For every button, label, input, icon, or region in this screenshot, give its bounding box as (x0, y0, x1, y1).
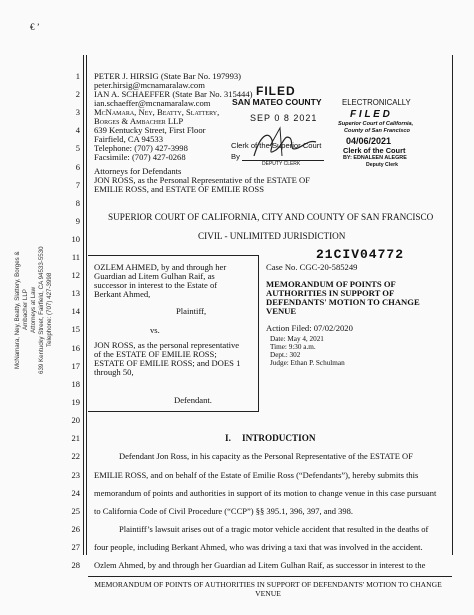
attorney-1-name: PETER J. HIRSIG (State Bar No. 197993) (94, 71, 242, 81)
footer-title-line1: MEMORANDUM OF POINTS OF AUTHORITIES IN SUPPORT OF DEFENDANTS' MOTION TO CHANGE (94, 580, 442, 589)
hearing-dept: Dept.: 302 (270, 351, 301, 359)
court-name: SUPERIOR COURT OF CALIFORNIA, CITY AND COUNTY OF SAN FRANCISCO (108, 212, 434, 222)
sf-clerk: Clerk of the Court (343, 146, 406, 155)
defendant-line4: through 50, (94, 367, 134, 377)
clerk-signature (250, 126, 320, 162)
hearing-date: Date: May 4, 2021 (270, 335, 324, 343)
line-number: 2 (75, 89, 80, 99)
footer-title-line2: VENUE (255, 589, 281, 598)
sf-court: Superior Court of California, (338, 121, 414, 127)
line-number: 1 (75, 71, 80, 81)
left-margin-rule (83, 55, 84, 555)
line-number: 16 (71, 343, 80, 353)
stamp-clerk: Clerk of the Superior Court (231, 141, 322, 150)
stamp-deputy: DEPUTY CLERK (262, 161, 301, 167)
court-jurisdiction: CIVIL - UNLIMITED JURISDICTION (198, 231, 346, 241)
sf-electronically: ELECTRONICALLY (342, 98, 411, 107)
case-number-stamp: 21CIV04772 (316, 247, 405, 262)
firm-name-line2: Borges & Ambacher LLP (94, 116, 184, 126)
body-line: memorandum of points and authorities in support of its motion to change venue in this case pursuant (94, 488, 437, 498)
line-number: 5 (75, 143, 80, 153)
stamp-county: SAN MATEO COUNTY (232, 97, 322, 107)
versus: vs. (150, 325, 160, 335)
sf-by: BY: EDNALEEN ALEGRE (343, 155, 407, 161)
stamp-date: SEP 0 8 2021 (250, 113, 318, 123)
sidebar-firm-name: McNamara, Ney, Beatty, Slattery, Borges & Ambacher LLP (14, 251, 29, 369)
line-number: 28 (71, 560, 80, 570)
sf-date: 04/06/2021 (346, 136, 392, 146)
sf-deputy: Deputy Clerk (366, 162, 398, 168)
defendant-line2: of the ESTATE OF EMILIE ROSS; (94, 349, 217, 359)
line-number: 23 (71, 470, 80, 480)
case-number: Case No. CGC-20-585249 (266, 262, 358, 272)
firm-sidebar (14, 240, 53, 380)
line-number: 17 (71, 361, 80, 371)
sidebar-address: 639 Kentucky Street, Fairfield, CA 94533-5530 (38, 246, 45, 374)
line-number: 6 (75, 162, 80, 172)
line-number: 19 (71, 397, 80, 407)
client-line2: EMILIE ROSS, and ESTATE OF EMILIE ROSS (94, 184, 264, 194)
sidebar-phone: Telephone: (707) 427-3998 (46, 272, 53, 348)
line-number: 26 (71, 524, 80, 534)
document-title-line3: DEFENDANTS' MOTION TO CHANGE (266, 297, 420, 307)
sidebar-attorneys: Attorneys at Law (30, 286, 37, 334)
section-title: INTRODUCTION (242, 433, 316, 443)
line-number: 3 (75, 107, 80, 117)
caption-divider (258, 255, 259, 412)
defendant-line1: JON ROSS, as the personal representative (94, 340, 240, 350)
firm-facsimile: Facsimile: (707) 427-0268 (94, 152, 186, 162)
plaintiff-line3: successor in interest to the Estate of (94, 280, 218, 290)
body-line: EMILIE ROSS, and on behalf of the Estate of Emilie Ross (“Defendants”), hereby submits this (94, 470, 419, 480)
client-line1: JON ROSS, as the Personal Representative of the ESTATE OF (94, 175, 311, 185)
line-number: 4 (75, 125, 80, 135)
firm-city: Fairfield, CA 94533 (94, 134, 163, 144)
left-margin-rule-double (86, 55, 87, 555)
hearing-judge: Judge: Ethan P. Schulman (270, 359, 345, 367)
line-number: 22 (71, 451, 80, 461)
line-number: 12 (71, 270, 80, 280)
document-title-line1: MEMORANDUM OF POINTS OF (266, 279, 396, 289)
line-number: 11 (71, 252, 80, 262)
attorney-1-email: peter.hirsig@mcnamaralaw.com (94, 80, 205, 90)
right-margin-rule (452, 55, 453, 555)
plaintiff-label: Plaintiff, (176, 306, 207, 316)
sf-county: County of San Francisco (344, 128, 410, 134)
line-number: 25 (71, 506, 80, 516)
stamp-filed: FILED (256, 84, 296, 98)
line-number: 13 (71, 288, 80, 298)
attorney-2-name: IAN A. SCHAEFFER (State Bar No. 315444) (94, 89, 253, 99)
line-number: 15 (71, 324, 80, 334)
line-number: 20 (71, 415, 80, 425)
document-title-line2: AUTHORITIES IN SUPPORT OF (266, 288, 395, 298)
defendant-label: Defendant. (174, 395, 212, 405)
firm-address: 639 Kentucky Street, First Floor (94, 125, 206, 135)
line-number: 24 (71, 488, 80, 498)
line-number: 21 (71, 433, 80, 443)
attorneys-for: Attorneys for Defendants (94, 166, 182, 176)
document-title-line4: VENUE (266, 306, 297, 316)
sf-filed: F I L E D (350, 109, 390, 120)
body-line: four people, including Berkant Ahmed, who was driving a taxi that was involved in the accident. (94, 542, 423, 552)
caption-top-rule (88, 255, 258, 256)
footer-rule (88, 576, 452, 577)
line-number: 10 (71, 234, 80, 244)
line-number: 27 (71, 542, 80, 552)
action-filed: Action Filed: 07/02/2020 (266, 323, 353, 333)
caption-bottom-rule (88, 411, 258, 412)
body-line: Ozlem Ahmed, by and through her Guardian ad Litem Gulhan Raif, as successor in interest to the (94, 560, 426, 570)
body-line: Plaintiff’s lawsuit arises out of a tragic motor vehicle accident that resulted in the deaths of (119, 524, 429, 534)
hearing-time: Time: 9:30 a.m. (270, 343, 316, 351)
line-number: 9 (75, 216, 80, 226)
line-number: 7 (75, 180, 80, 190)
body-line: to California Code of Civil Procedure (“CCP”) §§ 395.1, 396, 397, and 398. (94, 506, 353, 516)
body-line: Defendant Jon Ross, in his capacity as the Personal Representative of the ESTATE OF (119, 451, 413, 461)
line-number: 18 (71, 379, 80, 389)
plaintiff-line1: OZLEM AHMED, by and through her (94, 262, 227, 272)
attorney-2-email: ian.schaeffer@mcnamaralaw.com (94, 98, 211, 108)
plaintiff-line4: Berkant Ahmed, (94, 289, 151, 299)
section-number: I. (225, 433, 231, 443)
corner-scan-marks: € ’ (30, 22, 40, 32)
firm-name-line1: McNamara, Ney, Beatty, Slattery, (94, 107, 220, 117)
plaintiff-line2: Guardian ad Litem Gulhan Raif, as (94, 271, 215, 281)
line-number: 8 (75, 198, 80, 208)
line-number: 14 (71, 306, 80, 316)
defendant-line3: ESTATE OF EMILIE ROSS; and DOES 1 (94, 358, 241, 368)
firm-telephone: Telephone: (707) 427-3998 (94, 143, 188, 153)
stamp-by: By (231, 152, 240, 161)
